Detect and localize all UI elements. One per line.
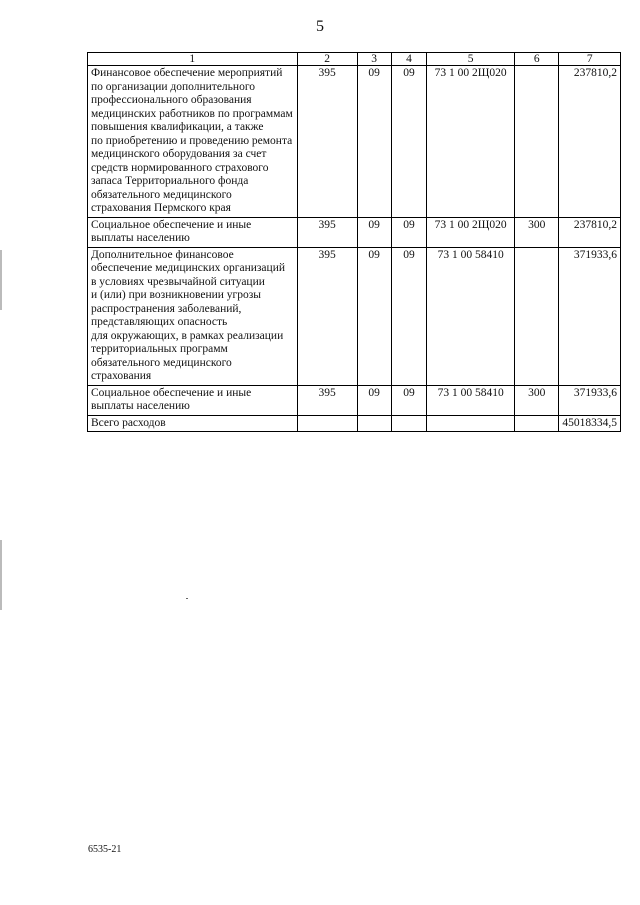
row-cell-6: [515, 247, 559, 385]
header-col-5: 5: [427, 53, 515, 66]
row-cell-4: 09: [391, 385, 427, 415]
scan-edge-mark: [0, 540, 2, 610]
row-cell-4: [391, 415, 427, 432]
row-name: Социальное обеспечение и иные выплаты населению: [91, 386, 252, 412]
row-cell-2: 395: [297, 247, 357, 385]
scan-speck: [186, 598, 188, 599]
table-row: [88, 66, 621, 218]
row-cell-2: [297, 415, 357, 432]
row-cell-5: 73 1 00 2Щ020: [427, 217, 515, 247]
table-row: [88, 217, 621, 247]
header-col-2: 2: [297, 53, 357, 66]
row-cell-7: 45018334,5: [559, 415, 621, 432]
row-cell-4: 09: [391, 217, 427, 247]
row-cell-7: 237810,2: [559, 66, 621, 218]
row-cell-6: [515, 415, 559, 432]
row-cell-5: [427, 415, 515, 432]
row-cell-7: 371933,6: [559, 247, 621, 385]
table-total-row: [88, 415, 621, 432]
table-header-row: [88, 53, 621, 66]
row-name: Финансовое обеспечение мероприятий по организации дополнительного профессионального образования медицинских работников по программам повышения квалификации, а также по приобретению и проведению ремонта медицинского оборудования за счет средств нормированного страхового запаса Территориального фонда обязательного медицинского страхования Пермского края: [91, 67, 293, 214]
row-cell-3: 09: [357, 66, 391, 218]
row-cell-2: 395: [297, 385, 357, 415]
scan-edge-mark: [0, 250, 2, 310]
row-cell-7: 371933,6: [559, 385, 621, 415]
row-cell-6: [515, 66, 559, 218]
row-name: Социальное обеспечение и иные выплаты населению: [91, 218, 252, 244]
header-col-7: 7: [559, 53, 621, 66]
row-name: Всего расходов: [91, 416, 166, 429]
header-col-6: 6: [515, 53, 559, 66]
table-row: [88, 247, 621, 385]
row-cell-5: 73 1 00 2Щ020: [427, 66, 515, 218]
row-cell-4: 09: [391, 66, 427, 218]
row-cell-3: 09: [357, 247, 391, 385]
row-cell-4: 09: [391, 247, 427, 385]
header-col-1: 1: [88, 53, 298, 66]
header-col-3: 3: [357, 53, 391, 66]
row-cell-2: 395: [297, 66, 357, 218]
row-cell-2: 395: [297, 217, 357, 247]
row-name: Дополнительное финансовое обеспечение медицинских организаций в условиях чрезвычайной ситуации и (или) при возникновении угрозы распространения заболеваний, представляющих опасность для окружающих, в рамках реализации территориальных программ обязательного медицинского страхования: [91, 248, 286, 382]
page-number: 5: [316, 18, 324, 35]
row-cell-6: 300: [515, 385, 559, 415]
row-cell-5: 73 1 00 58410: [427, 247, 515, 385]
row-cell-7: 237810,2: [559, 217, 621, 247]
expenditure-table: [87, 52, 621, 432]
row-cell-3: [357, 415, 391, 432]
row-cell-6: 300: [515, 217, 559, 247]
row-cell-3: 09: [357, 217, 391, 247]
row-cell-3: 09: [357, 385, 391, 415]
row-cell-5: 73 1 00 58410: [427, 385, 515, 415]
document-code: 6535-21: [88, 844, 122, 855]
header-col-4: 4: [391, 53, 427, 66]
table-row: [88, 385, 621, 415]
